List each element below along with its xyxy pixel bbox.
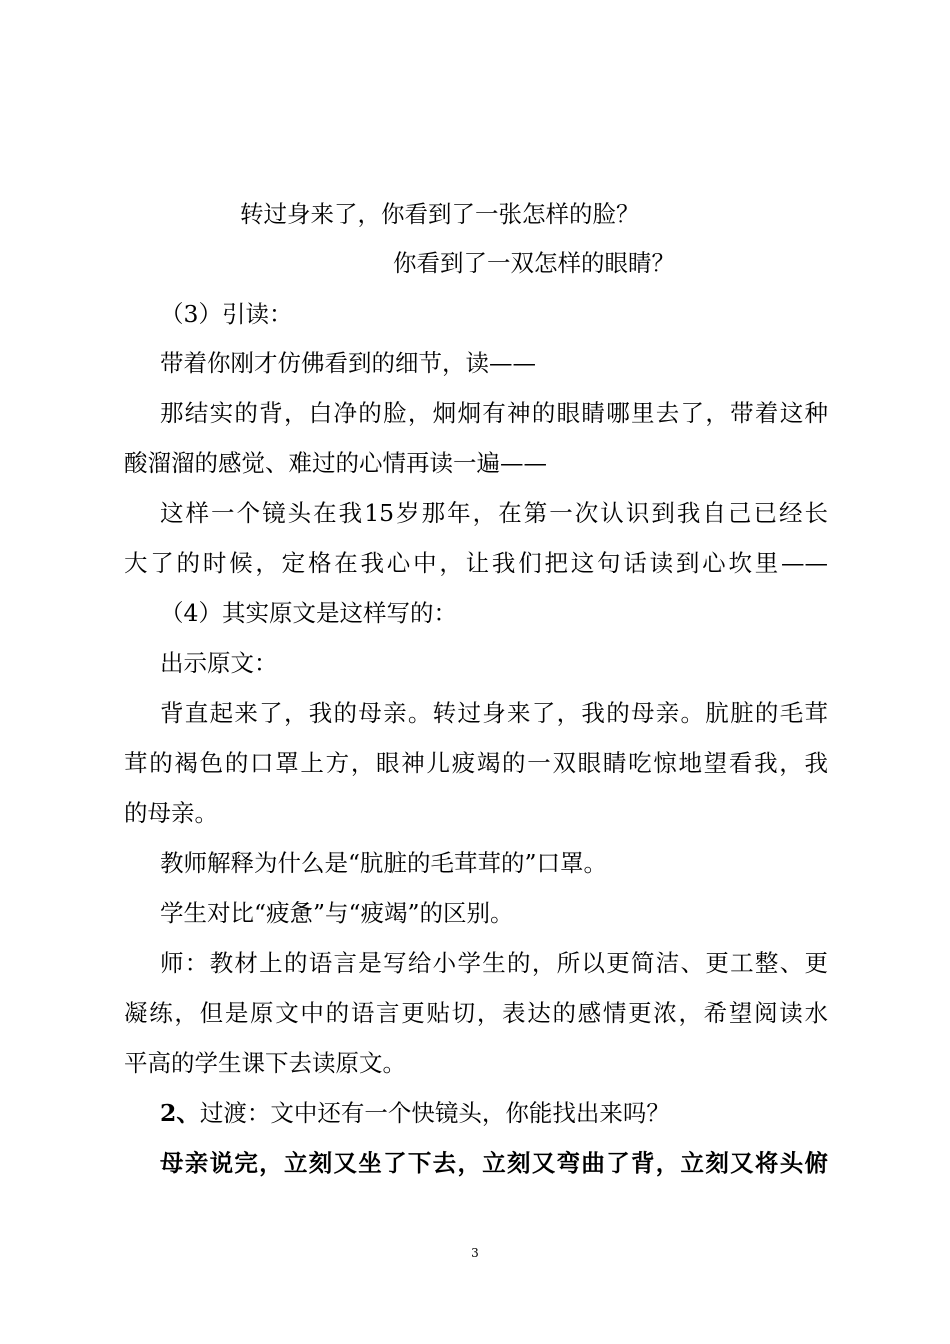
teacher-remark-line: 凝练，但是原文中的语言更贴切，表达的感情更浓，希望阅读水: [124, 999, 828, 1027]
question-face: 转过身来了，你看到了一张怎样的脸？: [240, 200, 640, 228]
paragraph-line: 这样一个镜头在我15岁那年，在第一次认识到我自己已经长: [160, 499, 828, 527]
paragraph-line: 学生对比“疲惫”与“疲竭”的区别。: [160, 899, 514, 927]
section-2-heading: [160, 1098, 670, 1128]
bold-quote-line: 母亲说完，立刻又坐了下去，立刻又弯曲了背，立刻又将头俯: [160, 1149, 828, 1177]
question-eyes: 你看到了一双怎样的眼睛？: [393, 249, 675, 277]
original-text-line: 背直起来了，我的母亲。转过身来了，我的母亲。肮脏的毛茸: [160, 699, 828, 727]
paragraph-line: 酸溜溜的感觉、难过的心情再读一遍——: [124, 449, 547, 477]
teacher-remark-line: 平高的学生课下去读原文。: [124, 1049, 406, 1077]
paragraph-line: 教师解释为什么是“肮脏的毛茸茸的”口罩。: [160, 849, 608, 877]
original-text-line: 的母亲。: [124, 799, 218, 827]
section-text: 过渡：文中还有一个快镜头，你能找出来吗？: [199, 1099, 670, 1127]
original-text-line: 茸的褐色的口罩上方，眼神儿疲竭的一双眼睛吃惊地望看我，我: [124, 749, 828, 777]
page-number: 3: [471, 1246, 479, 1260]
paragraph-line: 大了的时候，定格在我心中，让我们把这句话读到心坎里——: [124, 549, 828, 577]
paragraph-line: 带着你刚才仿佛看到的细节，读——: [160, 349, 536, 377]
step-4-heading: （4）其实原文是这样写的：: [160, 599, 457, 627]
paragraph-line: 那结实的背，白净的脸，炯炯有神的眼睛哪里去了，带着这种: [160, 399, 828, 427]
step-3-heading: （3）引读：: [160, 300, 293, 328]
section-number: 2、: [160, 1099, 200, 1127]
paragraph-line: 出示原文：: [160, 649, 278, 677]
teacher-remark-line: 师：教材上的语言是写给小学生的，所以更简洁、更工整、更: [160, 949, 828, 977]
